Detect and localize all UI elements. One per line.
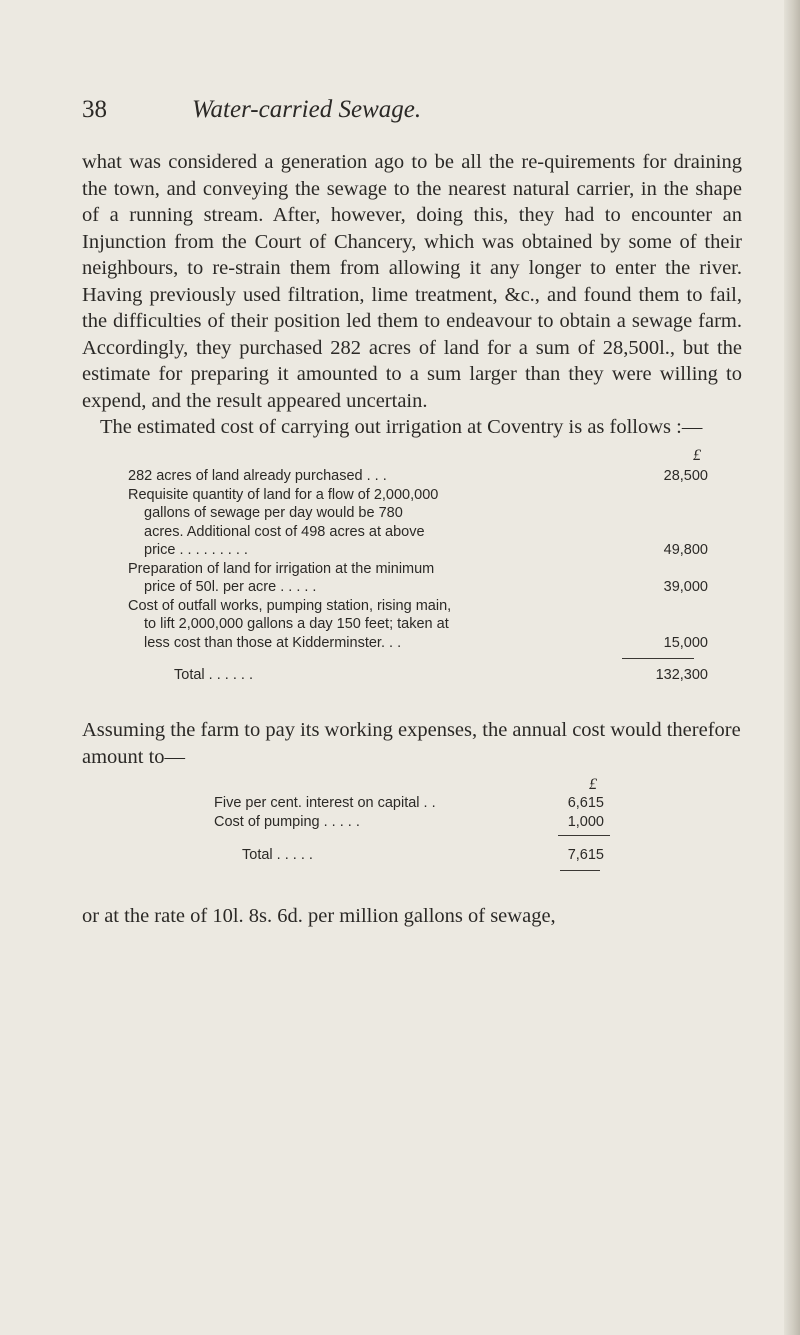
cost-total-amount: 132,300 xyxy=(655,667,708,683)
cost-row-amount: 15,000 xyxy=(663,634,708,651)
running-title: Water-carried Sewage. xyxy=(192,96,422,123)
body-text xyxy=(82,149,742,441)
currency-symbol: £ xyxy=(693,447,701,464)
annual-row xyxy=(214,794,604,813)
cost-row xyxy=(128,486,708,560)
paragraph-1: what was considered a generation ago to be all the re-quirements for draining the town, and conveying the sewage to the nearest natural carrier, in the shape of a running stream. After, however, doing this, they had to encounter an Injunction from the Court of Chancery, which was obtained by some of their neighbours, to re-strain them from allowing it any longer to enter the river. Having previously used filtration, lime treatment, &c., and found them to fail, the difficulties of their position led them to endeavour to obtain a sewage farm. Accordingly, they purchased 282 acres of land for a sum of 28,500l., but the estimate for preparing it amounted to a sum larger than they were willing to expend, and the result appeared uncertain. xyxy=(82,151,742,412)
annual-row-label: Cost of pumping . . . . . xyxy=(214,814,360,830)
cost-row-label: Cost of outfall works, pumping station, rising main, xyxy=(128,597,452,614)
cost-row-label: Requisite quantity of land for a flow of 2,000,000 xyxy=(128,486,439,503)
total-rule xyxy=(622,658,694,659)
subtotal-rule xyxy=(558,835,610,836)
page-header xyxy=(82,96,722,136)
cost-row-label: acres. Additional cost of 498 acres at above xyxy=(144,523,425,540)
paragraph-2: The estimated cost of carrying out irrigation at Coventry is as follows :— xyxy=(100,416,703,438)
page-edge-shadow xyxy=(784,0,800,1335)
cost-row-amount: 49,800 xyxy=(663,542,708,558)
page-number: 38 xyxy=(82,96,107,123)
annual-total-label: Total . . . . . xyxy=(242,847,313,863)
cost-row-label: 282 acres of land already purchased . . . xyxy=(128,468,387,484)
annual-total-amount: 7,615 xyxy=(567,847,604,863)
cost-row xyxy=(128,467,708,486)
cost-row-amount: 28,500 xyxy=(663,468,708,484)
cost-row-label: price . . . . . . . . . xyxy=(144,542,248,558)
annual-row-amount: 6,615 xyxy=(567,795,604,811)
annual-row xyxy=(214,813,604,832)
cost-table xyxy=(128,447,708,685)
cost-row-label: gallons of sewage per day would be 780 xyxy=(144,505,403,521)
annual-row-amount: 1,000 xyxy=(567,814,604,830)
cost-row xyxy=(128,597,708,653)
cost-row-label: price of 50l. per acre . . . . . xyxy=(144,579,317,595)
closing-line: or at the rate of 10l. 8s. 6d. per million gallons of sewage, xyxy=(82,905,556,927)
cost-row-label: to lift 2,000,000 gallons a day 150 feet; taken at xyxy=(144,616,449,632)
annual-cost-table xyxy=(214,775,604,865)
annual-row-label: Five per cent. interest on capital . . xyxy=(214,795,436,811)
paragraph-3: Assuming the farm to pay its working expenses, the annual cost would therefore amount to— xyxy=(82,719,741,768)
currency-symbol: £ xyxy=(589,776,597,793)
annual-total-row xyxy=(214,846,604,865)
cost-total-label: Total . . . . . . xyxy=(174,667,253,683)
total-underline xyxy=(560,870,600,871)
cost-row-amount: 39,000 xyxy=(663,579,708,595)
cost-row-label: less cost than those at Kidderminster. . . xyxy=(144,634,402,651)
cost-row xyxy=(128,560,708,597)
cost-row-label: Preparation of land for irrigation at the minimum xyxy=(128,560,435,577)
cost-total-row xyxy=(128,666,708,685)
